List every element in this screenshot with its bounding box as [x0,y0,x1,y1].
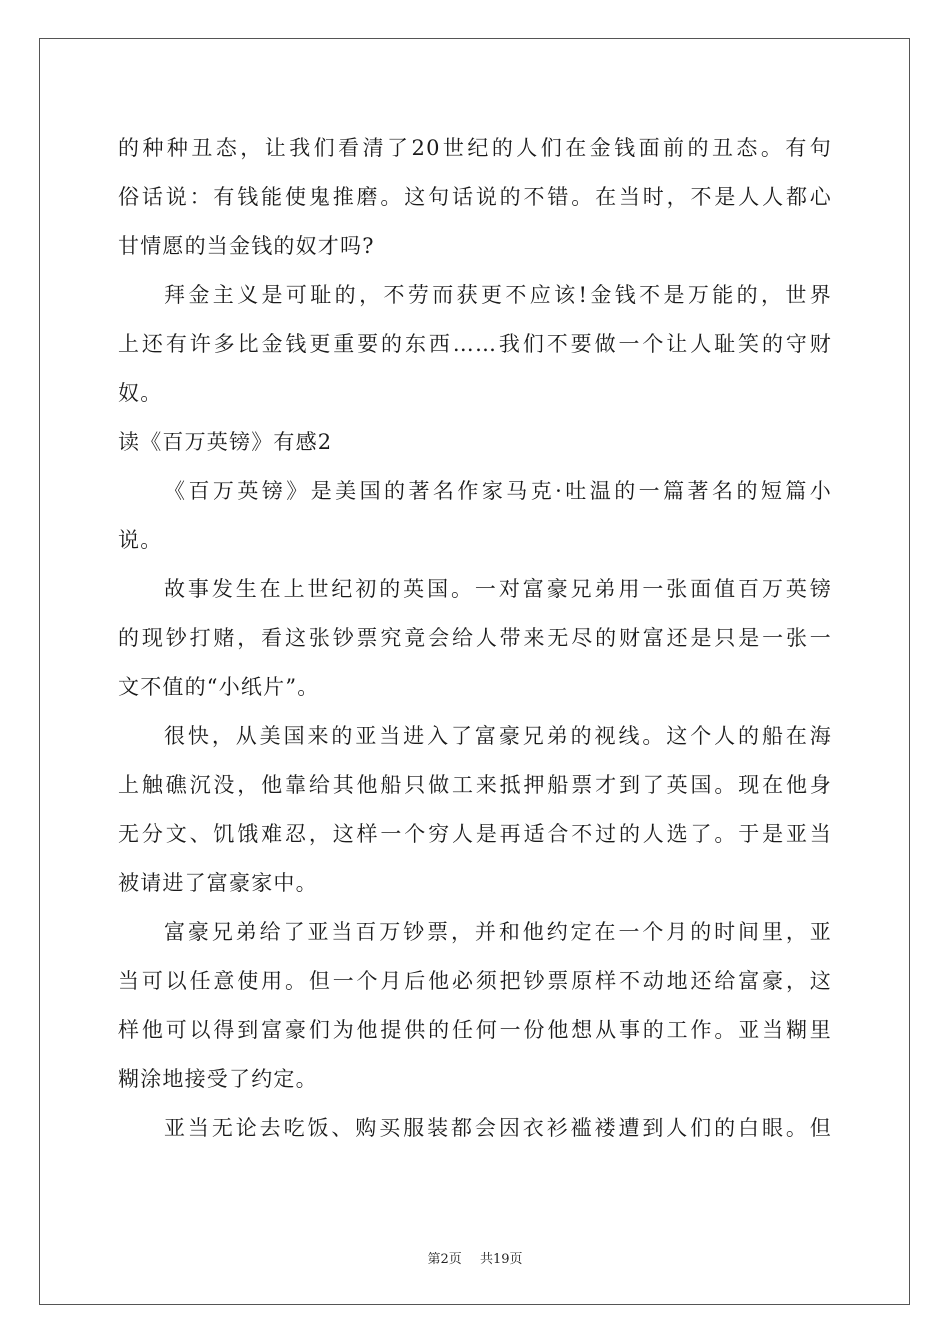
text-line: 富豪兄弟给了亚当百万钞票，并和他约定在一个月的时间里，亚 [164,920,832,944]
text-line: 亚当无论去吃饭、购买服装都会因衣衫褴褛遭到人们的白眼。但 [164,1116,832,1140]
text-line: 当可以任意使用。但一个月后他必须把钞票原样不动地还给富豪，这 [118,969,832,993]
text-line: 俗话说：有钱能使鬼推磨。这句话说的不错。在当时，不是人人都心 [118,185,832,209]
text-line: 样他可以得到富豪们为他提供的任何一份他想从事的工作。亚当糊里 [118,1018,832,1042]
text-line: 甘情愿的当金钱的奴才吗? [118,234,375,258]
text-line: 糊涂地接受了约定。 [118,1067,318,1091]
page-total: 共19页 [479,1252,523,1267]
text-line: 故事发生在上世纪初的英国。一对富豪兄弟用一张面值百万英镑 [164,577,832,601]
text-line: 读《百万英镑》有感2 [118,430,333,454]
page-number: 第2页 [427,1252,462,1267]
page-footer [0,1248,950,1267]
text-line: 被请进了富豪家中。 [118,871,318,895]
document-body [118,124,832,1153]
text-line: 无分文、饥饿难忍，这样一个穷人是再适合不过的人选了。于是亚当 [118,822,832,846]
text-line: 的种种丑态，让我们看清了20世纪的人们在金钱面前的丑态。有句 [118,136,832,160]
text-line: 文不值的“小纸片”。 [118,675,320,699]
text-line: 的现钞打赌，看这张钞票究竟会给人带来无尽的财富还是只是一张一 [118,626,832,650]
text-line: 《百万英镑》是美国的著名作家马克·吐温的一篇著名的短篇小 [164,479,832,503]
text-line: 很快，从美国来的亚当进入了富豪兄弟的视线。这个人的船在海 [164,724,832,748]
text-line: 上触礁沉没，他靠给其他船只做工来抵押船票才到了英国。现在他身 [118,773,832,797]
text-line: 说。 [118,528,163,552]
text-line: 上还有许多比金钱更重要的东西……我们不要做一个让人耻笑的守财 [118,332,832,356]
text-line: 拜金主义是可耻的，不劳而获更不应该!金钱不是万能的，世界 [164,283,832,307]
text-line: 奴。 [118,381,163,405]
